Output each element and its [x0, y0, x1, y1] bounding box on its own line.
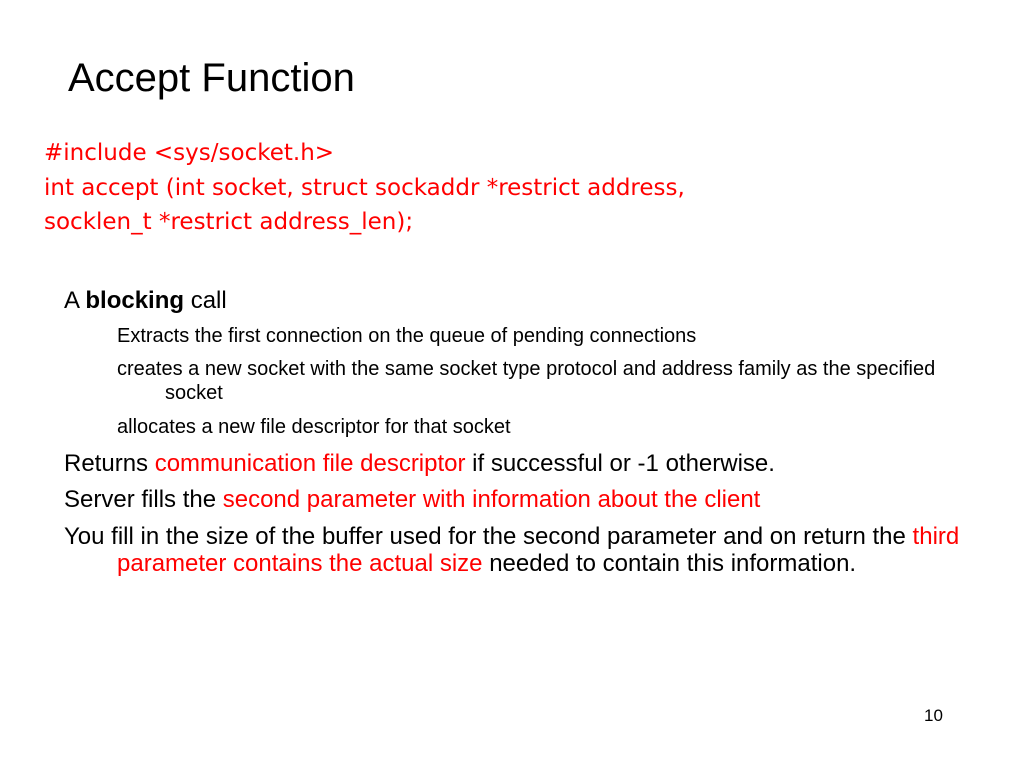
bullet-returns — [64, 450, 997, 477]
bullet-text: A — [64, 287, 86, 314]
code-line-params: socklen_t *restrict address_len); — [44, 209, 414, 235]
code-line-include: #include <sys/socket.h> — [44, 140, 335, 166]
bullet-text: needed to contain this information. — [482, 550, 857, 577]
bullet-highlight: second parameter with information about the client — [222, 486, 761, 513]
bullet-server-fills — [64, 486, 997, 513]
bullet-text: Server fills the — [64, 486, 223, 513]
sub-bullet-extracts: Extracts the first connection on the queue of pending connections — [117, 325, 697, 347]
sub-bullet-allocates: allocates a new file descriptor for that socket — [117, 416, 511, 438]
bullet-you-fill — [64, 523, 997, 577]
bullet-highlight: communication file descriptor — [154, 450, 466, 477]
bullet-blocking-call — [64, 287, 997, 314]
bullet-text: call — [184, 287, 227, 314]
bullet-emphasis: blocking — [85, 287, 185, 314]
function-signature — [44, 136, 685, 240]
bullet-text: if successful or -1 otherwise. — [465, 450, 775, 477]
slide-title: Accept Function — [68, 56, 355, 100]
bullet-highlight: third parameter contains the actual size — [117, 523, 960, 577]
page-number: 10 — [924, 706, 943, 725]
sub-bullet-creates-socket: creates a new socket with the same socket type protocol and address family as the specified socket — [117, 358, 936, 404]
bullet-text: Returns — [64, 450, 155, 477]
code-line-signature: int accept (int socket, struct sockaddr *restrict address, — [44, 174, 685, 201]
bullet-text: You fill in the size of the buffer used for the second parameter and on return the — [64, 523, 913, 550]
